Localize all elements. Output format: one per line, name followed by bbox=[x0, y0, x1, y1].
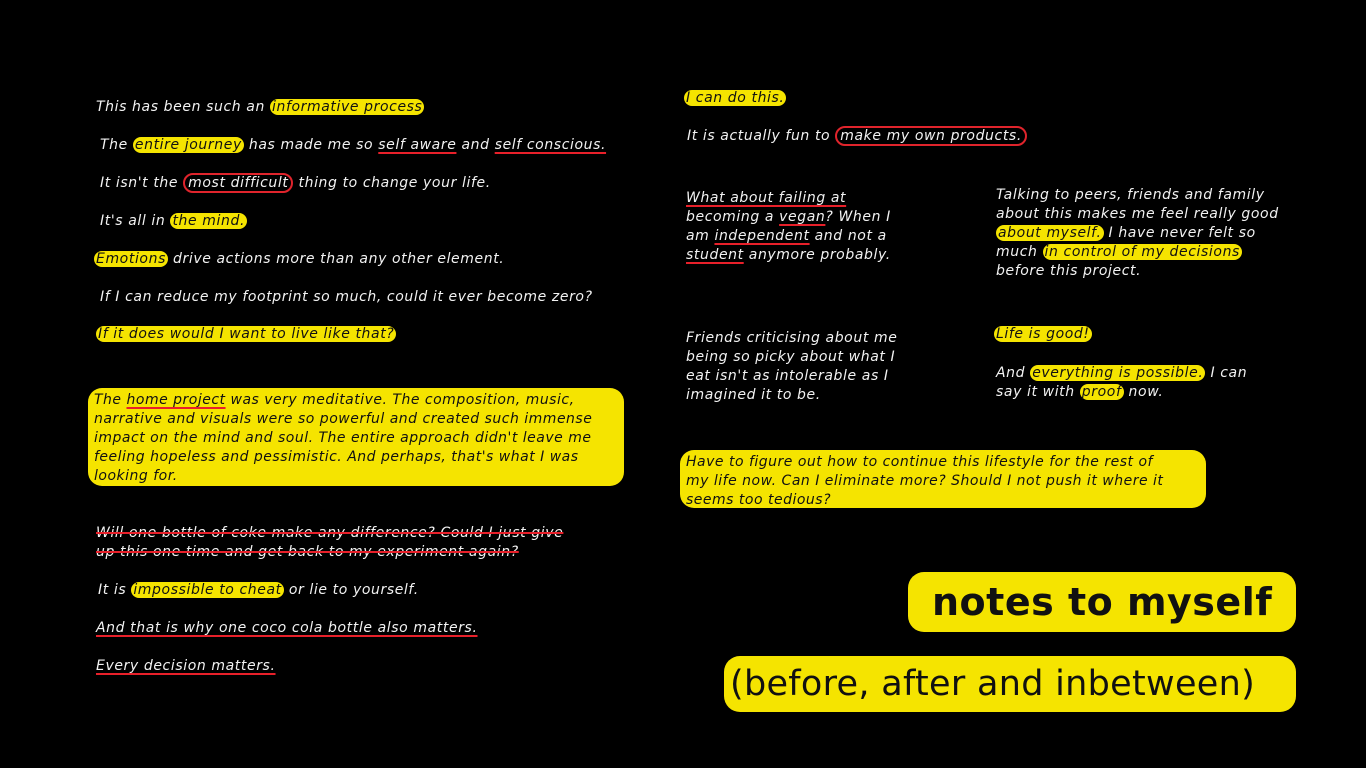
struck-row: Will one bottle of coke make any difference? Could I just give bbox=[96, 525, 564, 541]
struck-row: up this one time and get back to my experiment again? bbox=[96, 544, 519, 560]
paragraph-text: ? When I bbox=[825, 209, 891, 225]
paragraph-text: I have never felt so bbox=[1103, 225, 1256, 241]
highlighted-phrase: informative process bbox=[271, 99, 423, 115]
highlighted-phrase: impossible to cheat bbox=[133, 582, 282, 598]
title-notes-to-myself: notes to myself bbox=[908, 572, 1296, 632]
note-text: The bbox=[100, 137, 133, 153]
note-line-8 bbox=[98, 581, 419, 600]
underlined-phrase: home project bbox=[126, 392, 226, 408]
note-line-4 bbox=[100, 212, 247, 231]
paragraph-row bbox=[996, 383, 1247, 402]
note-line-9 bbox=[96, 619, 478, 638]
paragraph-row bbox=[686, 227, 891, 246]
paragraph-text: am bbox=[686, 228, 715, 244]
paragraph-text: I can bbox=[1205, 365, 1248, 381]
paragraph-row: Talking to peers, friends and family bbox=[996, 187, 1265, 203]
underlined-phrase: student bbox=[686, 247, 744, 263]
paragraph-row: Friends criticising about me bbox=[686, 330, 898, 346]
note-text: It isn't the bbox=[100, 175, 184, 191]
underlined-phrase: self aware bbox=[378, 137, 457, 153]
paragraph-text: becoming a bbox=[686, 209, 780, 225]
paragraph-row: before this project. bbox=[996, 263, 1142, 279]
note-line-6: If I can reduce my footprint so much, could it ever become zero? bbox=[100, 289, 593, 305]
paragraph-row bbox=[686, 208, 891, 227]
paragraph-row: feeling hopeless and pessimistic. And perhaps, that's what I was bbox=[94, 449, 579, 465]
paragraph-row: eat isn't as intolerable as I bbox=[686, 368, 889, 384]
paragraph-text: much bbox=[996, 244, 1043, 260]
paragraph-row bbox=[996, 243, 1279, 262]
paragraph-row: about this makes me feel really good bbox=[996, 206, 1279, 222]
underlined-phrase: independent bbox=[714, 228, 810, 244]
paragraph-row bbox=[996, 224, 1279, 243]
paragraph-row: impact on the mind and soul. The entire approach didn't leave me bbox=[94, 430, 592, 446]
paragraph-text: was very meditative. The composition, music, bbox=[225, 392, 575, 408]
paragraph-talking-to-peers bbox=[996, 186, 1279, 281]
underlined-phrase: And that is why one coco cola bottle also matters. bbox=[96, 620, 478, 636]
note-text: This has been such an bbox=[96, 99, 270, 115]
paragraph-row: my life now. Can I eliminate more? Should I not push it where it bbox=[686, 473, 1164, 489]
underlined-phrase: vegan bbox=[779, 209, 826, 225]
struck-through-note bbox=[96, 524, 563, 562]
paragraph-text: The bbox=[94, 392, 127, 408]
paragraph-row: looking for. bbox=[94, 468, 178, 484]
paragraph-row bbox=[996, 364, 1247, 383]
circled-phrase: most difficult bbox=[183, 173, 293, 193]
highlighted-paragraph-home-project bbox=[88, 388, 624, 486]
note-text: It is bbox=[98, 582, 132, 598]
note-line-2 bbox=[100, 136, 606, 155]
paragraph-everything-possible bbox=[996, 364, 1247, 402]
paragraph-row bbox=[94, 391, 618, 410]
paragraph-text: now. bbox=[1123, 384, 1164, 400]
paragraph-row bbox=[686, 246, 891, 265]
highlighted-paragraph-lifestyle bbox=[680, 450, 1206, 508]
note-line-10 bbox=[96, 657, 276, 676]
paragraph-row: Have to figure out how to continue this lifestyle for the rest of bbox=[686, 454, 1153, 470]
paragraph-friends-criticising bbox=[686, 329, 897, 405]
note-text: It's all in bbox=[100, 213, 171, 229]
paragraph-text: And bbox=[996, 365, 1031, 381]
highlighted-phrase: in control of my decisions bbox=[1044, 244, 1240, 260]
highlighted-phrase: the mind. bbox=[172, 213, 246, 229]
paragraph-row: seems too tedious? bbox=[686, 492, 832, 508]
note-life-is-good bbox=[994, 325, 1092, 344]
highlighted-phrase: everything is possible. bbox=[1032, 365, 1204, 381]
note-line-5 bbox=[94, 250, 504, 269]
note-text: It is actually fun to bbox=[687, 128, 836, 144]
underlined-phrase: Every decision matters. bbox=[96, 658, 276, 674]
highlighted-phrase: I can do this. bbox=[686, 90, 785, 106]
circled-phrase: make my own products. bbox=[835, 126, 1027, 146]
paragraph-row: narrative and visuals were so powerful and created such immense bbox=[94, 411, 593, 427]
note-i-can-do-this bbox=[684, 89, 786, 108]
paragraph-row: imagined it to be. bbox=[686, 387, 821, 403]
paragraph-text: anymore probably. bbox=[743, 247, 891, 263]
note-line-1 bbox=[96, 98, 424, 117]
highlighted-phrase: about myself. bbox=[998, 225, 1102, 241]
highlighted-phrase: entire journey bbox=[134, 137, 242, 153]
paragraph-text: and not a bbox=[809, 228, 887, 244]
paragraph-row: being so picky about what I bbox=[686, 349, 896, 365]
underlined-phrase: self conscious. bbox=[494, 137, 607, 153]
paragraph-failing-vegan bbox=[686, 189, 891, 265]
note-text: drive actions more than any other element. bbox=[167, 251, 505, 267]
underlined-phrase: What about failing at bbox=[686, 190, 847, 206]
highlighted-phrase: If it does would I want to live like that? bbox=[98, 326, 395, 342]
note-text: and bbox=[456, 137, 495, 153]
note-text: or lie to yourself. bbox=[283, 582, 419, 598]
note-line-7 bbox=[96, 325, 396, 344]
note-text: thing to change your life. bbox=[293, 175, 491, 191]
note-line-3 bbox=[100, 174, 491, 193]
highlighted-phrase: proof bbox=[1081, 384, 1122, 400]
subtitle-before-after: (before, after and inbetween) bbox=[724, 656, 1296, 712]
highlighted-phrase: Emotions bbox=[96, 251, 166, 267]
paragraph-text: say it with bbox=[996, 384, 1080, 400]
note-own-products bbox=[687, 127, 1027, 146]
highlighted-phrase: Life is good! bbox=[996, 326, 1090, 342]
note-text: has made me so bbox=[243, 137, 379, 153]
